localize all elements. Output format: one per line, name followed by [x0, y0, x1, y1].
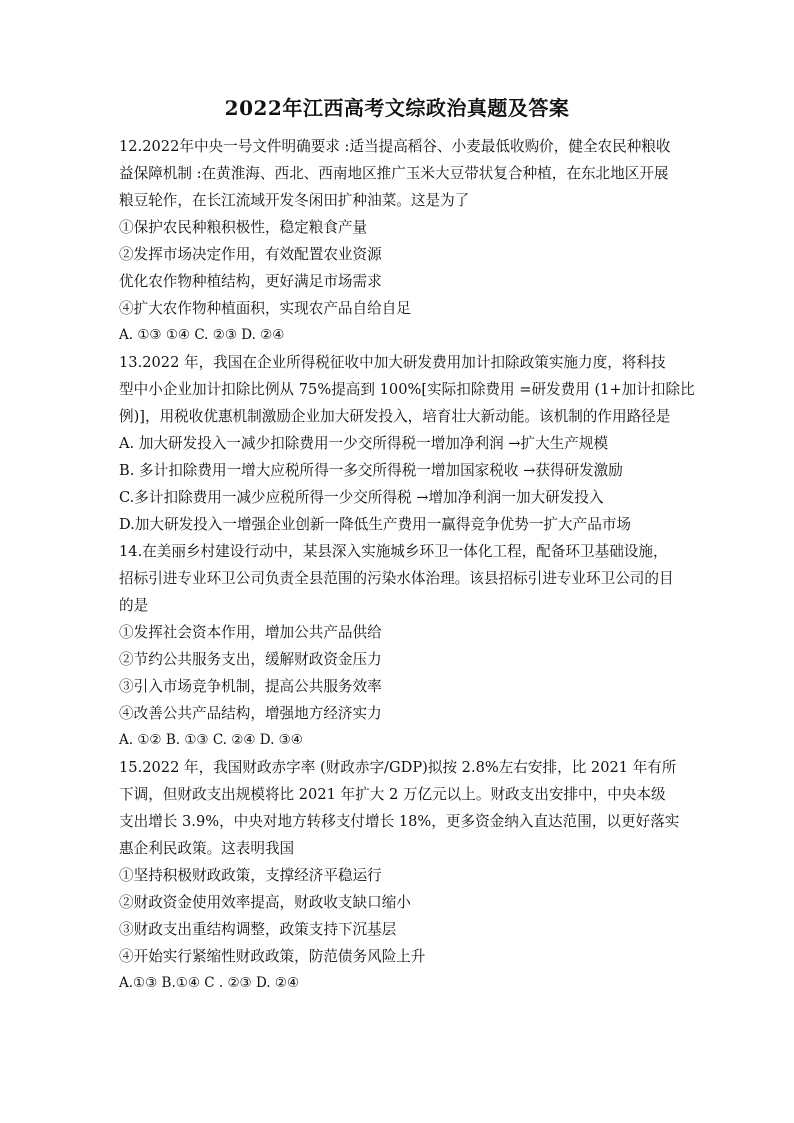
question-line: ④扩大农作物种植面积，实现农产品自给自足 [119, 300, 411, 317]
question-line: C.多计扣除费用一减少应税所得一少交所得税 →增加净利润一加大研发投入 [119, 489, 604, 506]
question-line: ①保护农民种粮积极性，稳定粮食产量 [119, 219, 368, 236]
document-title: 2022年江西高考文综政治真题及答案 [224, 96, 570, 120]
question-stem: 14.在美丽乡村建设行动中，某县深入实施城乡环卫一体化工程，配备环卫基础设施， [119, 543, 668, 560]
answer-choices: A. ①② B. ①③ C. ②④ D. ③④ [119, 732, 303, 748]
question-12 [119, 133, 689, 349]
question-line: ①坚持积极财政政策，支撑经济平稳运行 [119, 867, 382, 884]
question-line: ②节约公共服务支出，缓解财政资金压力 [119, 651, 382, 668]
question-line: ②财政资金使用效率提高，财政收支缺口缩小 [119, 894, 411, 911]
question-line: 益保障机制 :在黄淮海、西北、西南地区推广玉米大豆带状复合种植，在东北地区开展 [119, 165, 669, 182]
question-13 [119, 349, 695, 538]
question-line: 的是 [119, 597, 149, 614]
question-14 [119, 538, 689, 754]
question-line: 支出增长 3.9%，中央对地方转移支付增长 18%，更多资金纳入直达范围，以更好落实 [119, 813, 680, 830]
question-stem: 13.2022 年，我国在企业所得税征收中加大研发费用加计扣除政策实施力度，将科技 [119, 354, 666, 371]
question-line: 优化农作物种植结构，更好满足市场需求 [119, 273, 382, 290]
question-line: ①发挥社会资本作用，增加公共产品供给 [119, 624, 382, 641]
question-line: ④改善公共产品结构，增强地方经济实力 [119, 705, 382, 722]
question-line: 例)]，用税收优惠机制激励企业加大研发投入，培育壮大新动能。该机制的作用路径是 [119, 408, 671, 425]
question-line: 粮豆轮作，在长江流域开发冬闲田扩种油菜。这是为了 [119, 192, 470, 209]
question-stem: 12.2022年中央一号文件明确要求 :适当提高稻谷、小麦最低收购价，健全农民种粮收 [119, 138, 671, 155]
question-stem: 15.2022 年，我国财政赤字率 (财政赤字/GDP)拟按 2.8%左右安排，比 2021 年有所 [119, 759, 677, 776]
question-line: 惠企利民政策。这表明我国 [119, 840, 295, 857]
question-line: 招标引进专业环卫公司负责全县范围的污染水体治理。该县招标引进专业环卫公司的目 [119, 570, 674, 587]
question-15 [119, 754, 689, 997]
question-line: D.加大研发投入一增强企业创新一降低生产费用一赢得竞争优势一扩大产品市场 [119, 516, 632, 533]
question-line: B. 多计扣除费用一增大应税所得一多交所得税一增加国家税收 →获得研发激励 [119, 462, 623, 479]
question-line: A. 加大研发投入一减少扣除费用一少交所得税一增加净利润 →扩大生产规模 [119, 435, 609, 452]
document-body [119, 133, 695, 997]
answer-choices: A.①③ B.①④ C . ②③ D. ②④ [119, 975, 300, 991]
question-line: 型中小企业加计扣除比例从 75%提高到 100%[实际扣除费用 =研发费用 (1+加计扣除比 [119, 381, 695, 398]
question-line: ③财政支出重结构调整，政策支持下沉基层 [119, 921, 397, 938]
answer-choices: A. ①③ ①④ C. ②③ D. ②④ [119, 327, 285, 343]
question-line: ④开始实行紧缩性财政政策，防范债务风险上升 [119, 948, 426, 965]
question-line: 下调，但财政支出规模将比 2021 年扩大 2 万亿元以上。财政支出安排中，中央本级 [119, 786, 666, 803]
question-line: ②发挥市场决定作用，有效配置农业资源 [119, 246, 382, 263]
question-line: ③引入市场竞争机制，提高公共服务效率 [119, 678, 382, 695]
